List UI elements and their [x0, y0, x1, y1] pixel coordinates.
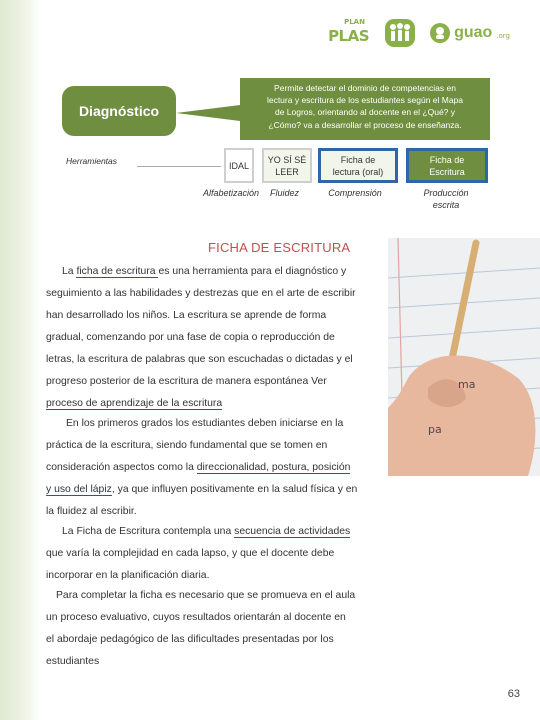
tool-label-line: lectura (oral) — [332, 166, 384, 177]
paragraph-3-line-3: incorporar en la planificación diaria. — [46, 570, 210, 581]
direccionalidad-link[interactable]: direccionalidad, postura, posición — [196, 462, 351, 473]
sub-label-alfabetizacion: Alfabetización — [203, 188, 260, 198]
paragraph-1-line-3: han desarrollado los niños. La escritura se aprende de forma — [46, 310, 327, 321]
tool-ficha-escritura-box — [406, 148, 488, 183]
paragraph-4-line-1: Para completar la ficha es necesario que se promueva en el aula — [56, 590, 356, 601]
diagnostico-box — [62, 86, 176, 136]
tool-label-line: Ficha de — [340, 154, 376, 165]
paragraph-1-line-5: letras, la escritura de palabras que son escuchadas o dictadas y el — [46, 354, 353, 365]
left-decorative-strip — [0, 0, 40, 720]
sub-label-line: Producción — [423, 188, 469, 198]
paragraph-1-line-7 — [46, 398, 222, 409]
paragraph-1-line-2: seguimiento a las habilidades y destrezas que en el arte de escribir — [46, 288, 356, 299]
callout-line: de Logros, orientando al docente en el ¿Qué? y — [274, 107, 456, 118]
plan-logo-top-text: PLAN — [344, 18, 365, 26]
herramientas-label: Herramientas — [66, 156, 118, 166]
secuencia-actividades-link[interactable]: secuencia de actividades — [234, 526, 351, 537]
callout-pointer — [176, 105, 240, 121]
paragraph-1-line-4: gradual, comenzando por una fase de copia o reproducción de — [46, 332, 335, 343]
text-span: La — [62, 266, 77, 277]
tool-ficha-lectura-box — [318, 148, 398, 183]
callout-line: ¿Cómo? va a desarrollar el proceso de enseñanza. — [268, 119, 462, 130]
guao-logo-org: .org — [496, 32, 510, 40]
child-writing-photo — [388, 238, 540, 476]
tool-idal-box — [224, 148, 254, 183]
text-span: , ya que influyen positivamente en la salud física y en — [111, 484, 358, 495]
diagnostico-callout — [240, 78, 490, 140]
ficha-escritura-link[interactable]: ficha de escritura — [76, 266, 159, 277]
text-span: La Ficha de Escritura contempla una — [62, 526, 235, 537]
tool-yo-si-se-leer-box — [262, 148, 312, 183]
callout-line: Permite detectar el dominio de competencias en — [274, 83, 456, 93]
people-logo-icon — [384, 18, 416, 48]
callout-line: lectura y escritura de los estudiantes según el Mapa — [266, 95, 464, 106]
paragraph-3-line-1 — [62, 526, 350, 537]
guao-logo-text: guao — [454, 24, 493, 41]
herramientas-connector — [137, 166, 221, 167]
paragraph-4-line-4: estudiantes — [46, 656, 100, 667]
plan-logo-main-text: PLAS — [328, 27, 370, 45]
paragraph-4-line-2: un proceso evaluativo, cuyos resultados orientarán al docente en — [46, 612, 346, 623]
paragraph-3-line-2: que varía la complejidad en cada lapso, y que el docente debe — [46, 548, 335, 559]
paragraph-2-line-4 — [46, 484, 357, 495]
diagnostico-label: Diagnóstico — [78, 103, 160, 119]
sub-label-fluidez: Fluidez — [270, 188, 300, 198]
paragraph-2-line-5: la fluidez al escribir. — [46, 506, 137, 517]
guao-logo — [430, 23, 510, 43]
paragraph-2-line-1: En los primeros grados los estudiantes deben iniciarse en la — [66, 418, 344, 429]
sub-label-line: escrita — [432, 200, 460, 210]
paragraph-4-line-3: el abordaje pedagógico de las dificultades presentadas por los — [46, 634, 334, 645]
proceso-aprendizaje-link[interactable]: proceso de aprendizaje de la escritura — [46, 398, 223, 409]
svg-text:pa: pa — [428, 423, 442, 436]
svg-text:ma: ma — [458, 378, 476, 391]
sub-label-produccion — [410, 187, 482, 211]
header-logos — [326, 18, 510, 48]
paragraph-2-line-2: práctica de la escritura, siendo fundamental que se tomen en — [46, 440, 328, 451]
tool-label-line: YO SÍ SÉ — [267, 154, 307, 165]
page-number: 63 — [507, 688, 520, 700]
tool-label-line: Escritura — [429, 166, 465, 177]
paragraph-1-line-6: progreso posterior de la escritura de manera espontánea Ver — [46, 376, 327, 387]
paragraph-2-line-3 — [46, 462, 350, 473]
text-span: consideración aspectos como la — [46, 462, 197, 473]
tool-idal-label: IDAL — [228, 160, 249, 171]
section-title: FICHA DE ESCRITURA — [208, 240, 351, 255]
sub-label-comprension: Comprensión — [328, 188, 382, 198]
guao-logo-icon — [430, 23, 450, 43]
uso-lapiz-link[interactable]: y uso del lápiz — [46, 484, 112, 495]
paragraph-1-line-1 — [62, 266, 346, 277]
plan-lectura-logo — [326, 18, 370, 48]
text-span: es una herramienta para el diagnóstico y — [158, 266, 347, 277]
tool-label-line: LEER — [275, 166, 299, 177]
tool-label-line: Ficha de — [429, 154, 465, 165]
